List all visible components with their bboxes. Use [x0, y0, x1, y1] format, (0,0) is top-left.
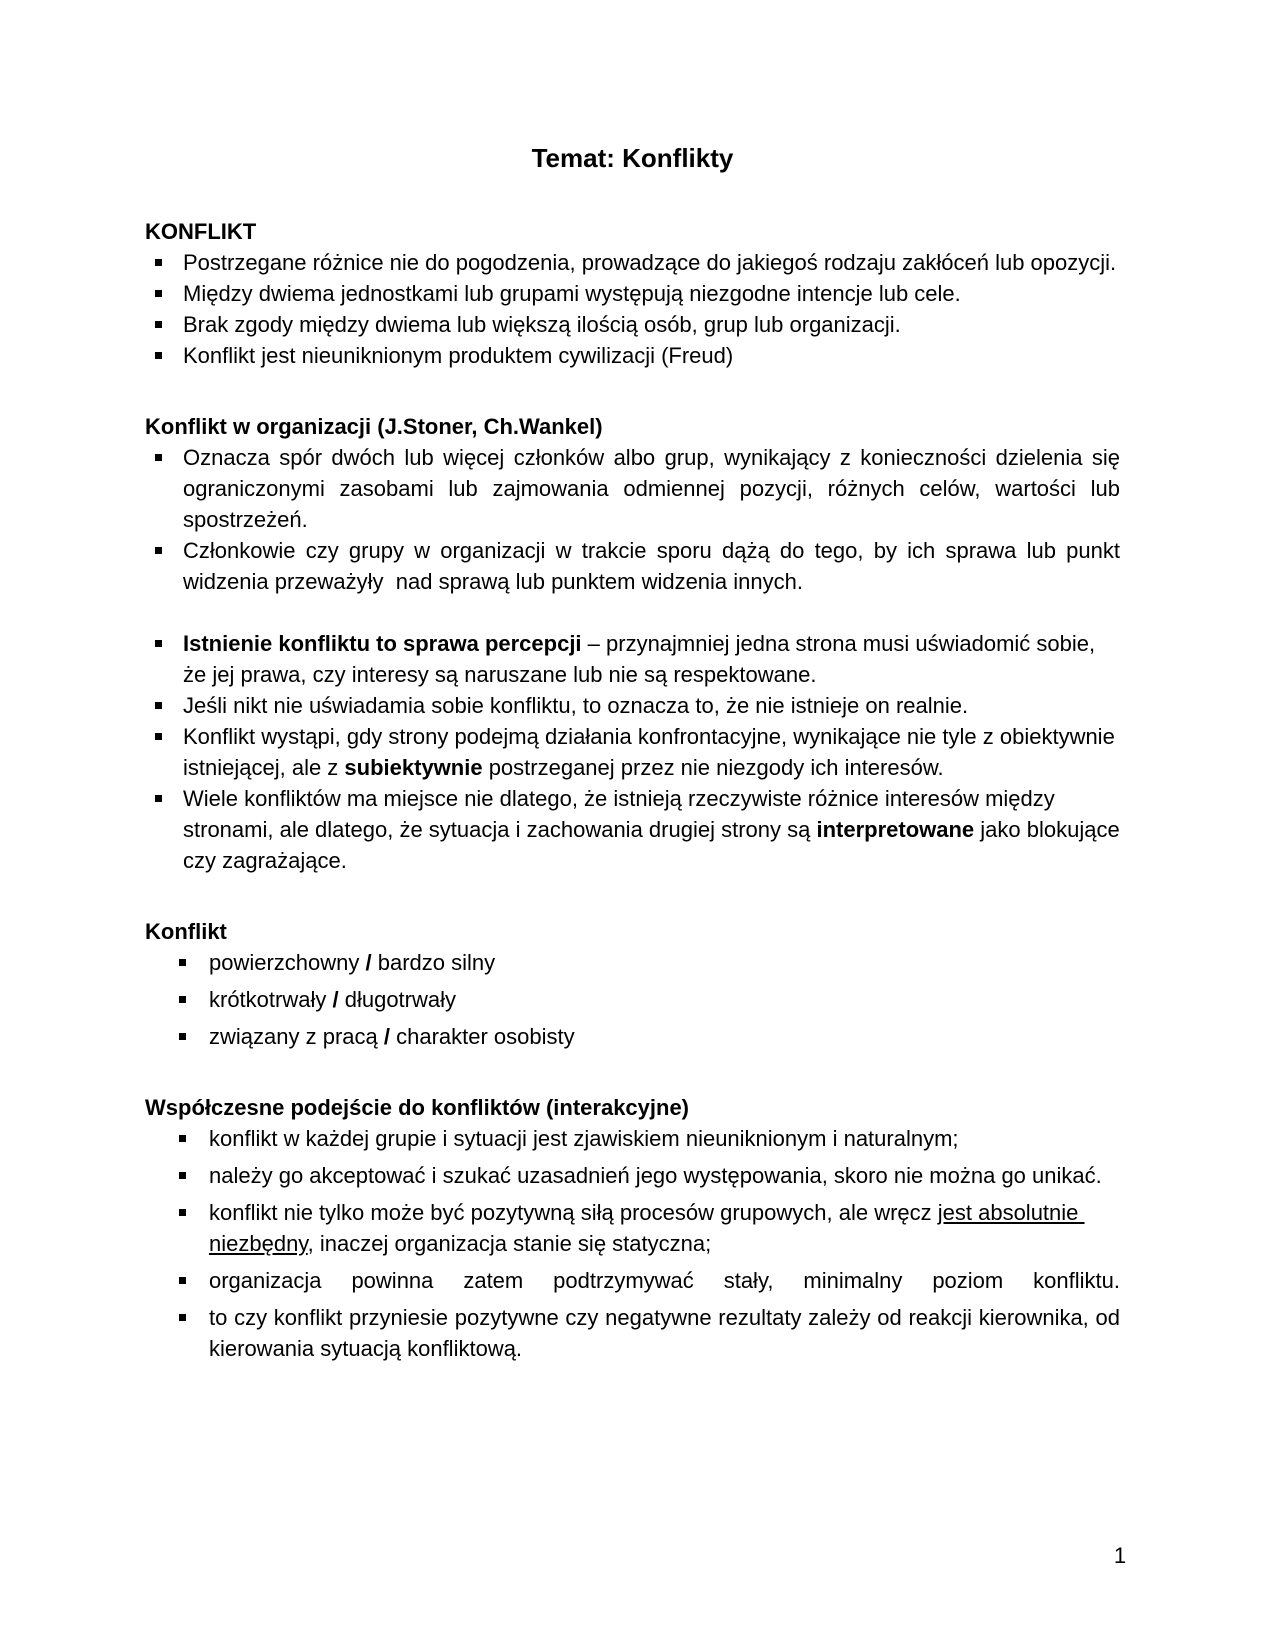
text-segment: – przynajmniej jedna strona musi uświadomić sobie, że jej prawa, czy interesy są naruszane lub nie są respektowane. — [183, 631, 1102, 687]
sections-container — [145, 216, 1127, 1364]
text-segment: Postrzegane różnice nie do pogodzenia, prowadzące do jakiegoś rodzaju zakłóceń lub opozycji. — [183, 250, 1117, 275]
list-item-text — [183, 631, 1101, 687]
bold-text-segment: / — [332, 987, 339, 1012]
list-item — [145, 947, 1120, 978]
bullet-square-icon — [155, 702, 162, 709]
list-item — [145, 309, 1120, 340]
list-item-text — [183, 786, 1126, 873]
bullet-square-icon — [155, 640, 162, 647]
list-item-text — [209, 1305, 1126, 1361]
bullet-square-icon — [179, 1135, 186, 1142]
text-segment: , inaczej organizacja stanie się statyczna; — [307, 1231, 712, 1256]
section-heading: Konflikt — [145, 919, 227, 944]
list-item-text — [209, 950, 495, 975]
text-segment: Członkowie czy grupy w organizacji w trakcie sporu dążą do tego, by ich sprawa lub punkt widzenia przeważyły nad sprawą lub punktem widzenia innych. — [183, 538, 1127, 594]
text-segment: bardzo silny — [371, 950, 496, 975]
bold-text-segment: Istnienie konfliktu to sprawa percepcji — [183, 631, 582, 656]
list-item-text — [209, 1268, 1120, 1293]
list-item-text — [183, 281, 961, 306]
list-item-text — [209, 1200, 1085, 1256]
list-item — [145, 442, 1127, 535]
list-item — [145, 984, 1120, 1015]
list-item — [145, 628, 1120, 690]
text-segment: konflikt w każdej grupie i sytuacji jest zjawiskiem nieuniknionym i naturalnym; — [209, 1126, 959, 1151]
bullet-square-icon — [155, 547, 162, 554]
bullet-square-icon — [179, 1314, 186, 1321]
document-title: Temat: Konflikty — [531, 143, 734, 173]
list-item-text — [183, 724, 1121, 780]
text-segment: organizacja powinna zatem podtrzymywać stały, minimalny poziom konfliktu. — [209, 1268, 1120, 1293]
bold-text-segment: / — [365, 950, 372, 975]
document-content — [145, 140, 1127, 1364]
section — [145, 216, 1120, 371]
list-item-text — [183, 693, 968, 718]
text-segment: Konflikt wystąpi, gdy strony podejmą działania konfrontacyjne, wynikające nie tyle z obiektywnie istniejącej, ale z — [183, 724, 1121, 780]
list-item-text — [209, 1126, 959, 1151]
section — [145, 916, 1120, 1052]
bullet-square-icon — [179, 959, 186, 966]
text-segment: konflikt nie tylko może być pozytywną siłą procesów grupowych, ale wręcz — [209, 1200, 938, 1225]
text-segment: jako blokujące czy zagrażające. — [183, 817, 1126, 873]
list-item — [145, 535, 1127, 597]
text-segment: to czy konflikt przyniesie pozytywne czy negatywne rezultaty zależy od reakcji kierownika, od kierowania sytuacją konfliktową. — [209, 1305, 1127, 1361]
list-item — [145, 1265, 1120, 1296]
section-heading: KONFLIKT — [145, 219, 257, 244]
bullet-square-icon — [155, 454, 162, 461]
text-segment: Między dwiema jednostkami lub grupami występują niezgodne intencje lub cele. — [183, 281, 961, 306]
list-item — [145, 1021, 1120, 1052]
bullet-square-icon — [155, 733, 162, 740]
list-item-text — [183, 538, 1126, 594]
list-item-text — [209, 987, 456, 1012]
bullet-square-icon — [155, 795, 162, 802]
underlined-text-segment: jest absolutnie niezbędny — [209, 1200, 1085, 1256]
bullet-square-icon — [179, 996, 186, 1003]
text-segment: długotrwały — [338, 987, 456, 1012]
bullet-square-icon — [155, 290, 162, 297]
list-item — [145, 1302, 1127, 1364]
list-item — [145, 1197, 1120, 1259]
text-segment: charakter osobisty — [389, 1024, 575, 1049]
list-item — [145, 721, 1120, 783]
text-segment: związany z pracą — [209, 1024, 384, 1049]
section — [145, 411, 1127, 597]
bullet-square-icon — [179, 1033, 186, 1040]
section-heading: Konflikt w organizacji (J.Stoner, Ch.Wankel) — [145, 414, 603, 439]
section — [145, 1092, 1127, 1364]
list-item-text — [183, 343, 733, 368]
bold-text-segment: interpretowane — [816, 817, 975, 842]
text-segment: Oznacza spór dwóch lub więcej członków albo grup, wynikający z konieczności dzielenia się ograniczonymi zasobami lub zajmowania odmiennej pozycji, różnych celów, wartości lub spostrzeżeń. — [183, 445, 1127, 532]
bullet-square-icon — [179, 1277, 186, 1284]
text-segment: Wiele konfliktów ma miejsce nie dlatego, że istnieją rzeczywiste różnice interesów między stronami, ale dlatego, że sytuacja i zachowania drugiej strony są — [183, 786, 1061, 842]
list-item — [145, 1123, 1120, 1154]
page-number: 1 — [1113, 1543, 1127, 1568]
text-segment: należy go akceptować i szukać uzasadnień jego występowania, skoro nie można go unikać. — [209, 1163, 1102, 1188]
bullet-square-icon — [179, 1172, 186, 1179]
text-segment: krótkotrwały — [209, 987, 333, 1012]
bullet-square-icon — [179, 1209, 186, 1216]
text-segment: Jeśli nikt nie uświadamia sobie konfliktu, to oznacza to, że nie istnieje on realnie. — [183, 693, 969, 718]
list-item — [145, 247, 1120, 278]
bold-text-segment: subiektywnie — [344, 755, 483, 780]
text-segment: postrzeganej przez nie niezgody ich interesów. — [482, 755, 944, 780]
text-segment: Brak zgody między dwiema lub większą ilością osób, grup lub organizacji. — [183, 312, 901, 337]
list-item — [145, 690, 1120, 721]
list-item-text — [209, 1163, 1102, 1188]
bullet-square-icon — [155, 259, 162, 266]
list-item — [145, 278, 1120, 309]
section-heading: Współczesne podejście do konfliktów (interakcyjne) — [145, 1095, 690, 1120]
bullet-square-icon — [155, 321, 162, 328]
list-item-text — [183, 250, 1116, 275]
list-item — [145, 783, 1126, 876]
section — [145, 628, 1126, 876]
bullet-square-icon — [155, 352, 162, 359]
text-segment: powierzchowny — [209, 950, 366, 975]
list-item — [145, 340, 1120, 371]
list-item-text — [183, 445, 1126, 532]
bold-text-segment: / — [383, 1024, 390, 1049]
list-item-text — [209, 1024, 575, 1049]
list-item — [145, 1160, 1120, 1191]
list-item-text — [183, 312, 901, 337]
text-segment: Konflikt jest nieuniknionym produktem cywilizacji (Freud) — [183, 343, 734, 368]
